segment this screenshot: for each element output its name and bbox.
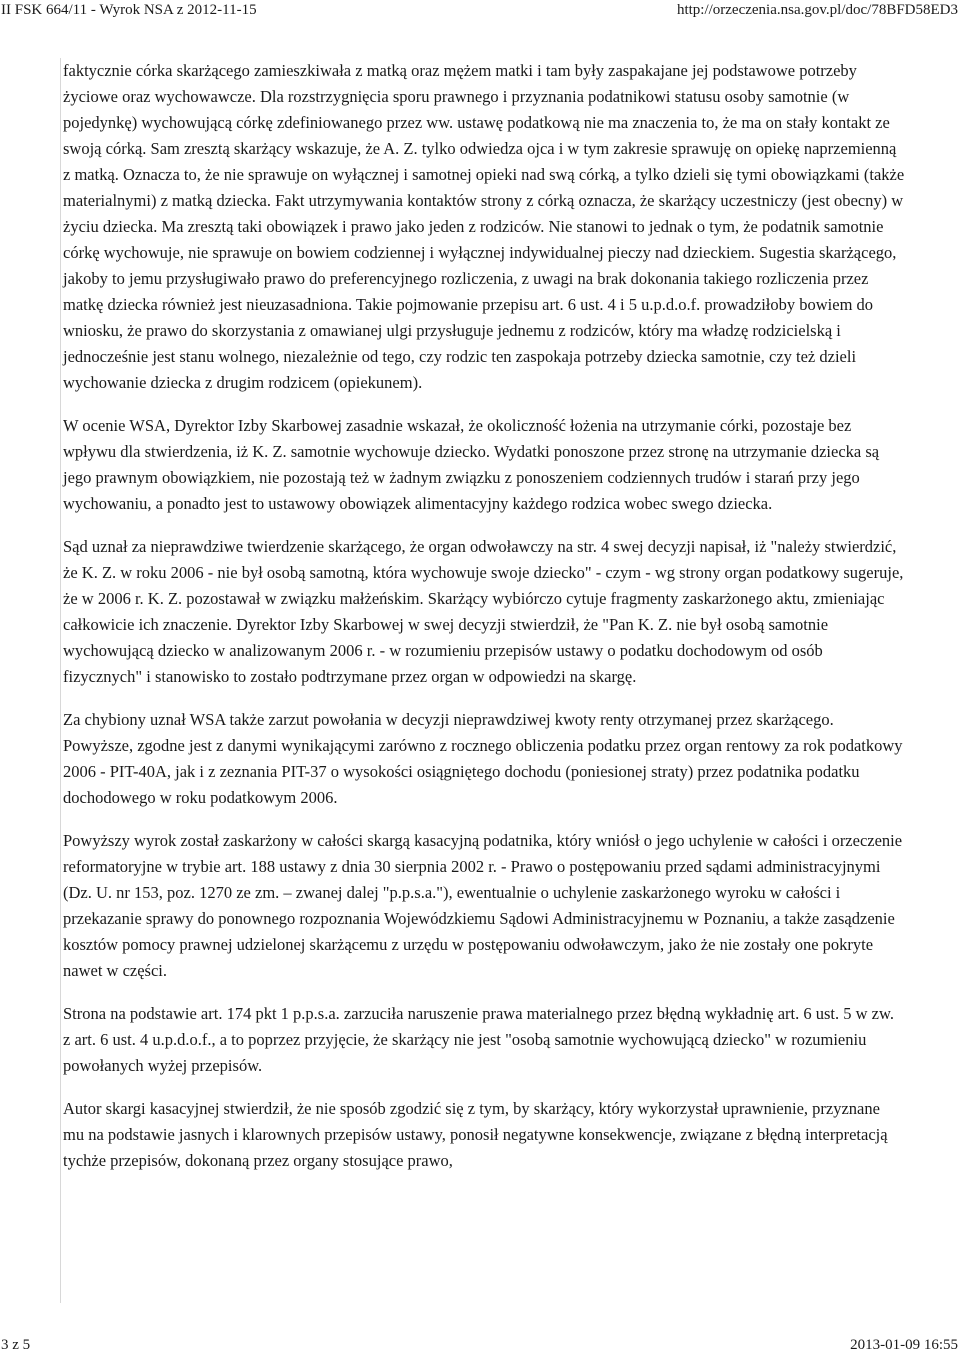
document-title: II FSK 664/11 - Wyrok NSA z 2012-11-15 bbox=[1, 2, 257, 18]
judgment-text bbox=[63, 58, 905, 1191]
paragraph: Strona na podstawie art. 174 pkt 1 p.p.s.a. zarzuciła naruszenie prawa materialnego przez błędną wykładnię art. 6 ust. 5 w zw. z art. 6 ust. 4 u.p.d.o.f., a to poprzez przyjęcie, że skarżący nie jest "osobą samotnie wychowującą dziecko" w rozumieniu powołanych wyżej przepisów. bbox=[63, 1004, 894, 1075]
page-indicator: 3 z 5 bbox=[1, 1337, 31, 1353]
paragraph: Powyższy wyrok został zaskarżony w całości skargą kasacyjną podatnika, który wniósł o jego uchylenie w całości i orzeczenie reformatoryjne w trybie art. 188 ustawy z dnia 30 sierpnia 2002 r. - Prawo o postępowaniu przed sądami administracyjnymi (Dz. U. nr 153, poz. 1270 ze zm. – zwanej dalej "p.p.s.a."), ewentualnie o uchylenie zaskarżonego wyroku w całości i przekazanie sprawy do ponownego rozpoznania Wojewódzkiemu Sądowi Administracyjnemu w Poznaniu, a także zasądzenie kosztów pomocy prawnej udzielonej skarżącemu z urzędu w postępowaniu odwoławczym, jako że nie zostały one pokryte nawet w części. bbox=[63, 831, 903, 980]
document-url: http://orzeczenia.nsa.gov.pl/doc/78BFD58ED3 bbox=[676, 2, 958, 18]
print-timestamp: 2013-01-09 16:55 bbox=[850, 1337, 958, 1353]
paragraph: Sąd uznał za nieprawdziwe twierdzenie skarżącego, że organ odwoławczy na str. 4 swej decyzji napisał, iż "należy stwierdzić, że K. Z. w roku 2006 - nie był osobą samotną, która wychowuje swoje dziecko" - czym - wg strony organ podatkowy sugeruje, że w 2006 r. K. Z. pozostawał w związku małżeńskim. Skarżący wybiórczo cytuje fragmenty zaskarżonego aktu, zmieniając całkowicie ich znaczenie. Dyrektor Izby Skarbowej w swej decyzji stwierdził, że "Pan K. Z. nie był osobą samotnie wychowującą dziecko w analizowanym 2006 r. - w rozumieniu przepisów ustawy o podatku dochodowym od osób fizycznych" i stanowisko to zostało podtrzymane przez organ w odpowiedzi na skargę. bbox=[63, 537, 904, 686]
paragraph: Za chybiony uznał WSA także zarzut powołania w decyzji nieprawdziwej kwoty renty otrzymanej przez skarżącego. Powyższe, zgodne jest z danymi wynikającymi zarówno z rocznego obliczenia podatku przez organ rentowy za rok podatkowy 2006 - PIT-40A, jak i z zeznania PIT-37 o wysokości osiągniętego dochodu (poniesionej straty) przez podatnika podatku dochodowego w roku podatkowym 2006. bbox=[63, 710, 903, 807]
paragraph: W ocenie WSA, Dyrektor Izby Skarbowej zasadnie wskazał, że okoliczność łożenia na utrzymanie córki, pozostaje bez wpływu dla stwierdzenia, iż K. Z. samotnie wychowuje dziecko. Wydatki ponoszone przez stronę na utrzymanie dziecka są jego prawnym obowiązkiem, nie pozostają też w żadnym związku z ponoszeniem codziennych trudów i starań przy jego wychowaniu, a ponadto jest to ustawowy obowiązek alimentacyjny każdego rodzica wobec swego dziecka. bbox=[63, 416, 880, 513]
paragraph: Autor skargi kasacyjnej stwierdził, że nie sposób zgodzić się z tym, by skarżący, który wykorzystał uprawnienie, przyznane mu na podstawie jasnych i klarownych przepisów ustawy, ponosił negatywne konsekwencje, związane z błędną interpretacją tychże przepisów, dokonaną przez organy stosujące prawo, bbox=[63, 1099, 888, 1170]
print-header bbox=[0, 0, 960, 22]
paragraph: faktycznie córka skarżącego zamieszkiwała z matką oraz mężem matki i tam były zaspakajane jej podstawowe potrzeby życiowe oraz wychowawcze. Dla rozstrzygnięcia sporu prawnego i przyznania podatnikowi statusu osoby samotnie (w pojedynkę) wychowującą córkę zdefiniowanego przez ww. ustawę podatkową nie ma znaczenia to, że ma on stały kontakt ze swoją córką. Sam zresztą skarżący wskazuje, że A. Z. tylko odwiedza ojca i w tym zakresie sprawuję on opiekę naprzemienną z matką. Oznacza to, że nie sprawuje on wyłącznej i samotnej opieki nad swą córką, a tylko dzieli się tymi obowiązkami (także materialnymi) z matką dziecka. Fakt utrzymywania kontaktów strony z córką oznacza, że skarżący uczestniczy (jest obecny) w życiu dziecka. Ma zresztą taki obowiązek i prawo jako jeden z rodziców. Nie stanowi to jednak o tym, że podatnik samotnie córkę wychowuje, nie sprawuje on bowiem codziennej i wyłącznej indywidualnej pieczy nad dzieckiem. Sugestia skarżącego, jakoby to jemu przysługiwało prawo do preferencyjnego rozliczenia, z uwagi na brak dokonania takiego rozliczenia przez matkę dziecka również jest nieuzasadniona. Takie pojmowanie przepisu art. 6 ust. 4 i 5 u.p.d.o.f. prowadziłoby bowiem do wniosku, że prawo do skorzystania z omawianej ulgi przysługuje jednemu z rodziców, który ma władzę rodzicielską i jednocześnie jest stanu wolnego, niezależnie od tego, czy rodzic ten zaspokaja potrzeby dziecka samotnie, czy też dzieli wychowanie dziecka z drugim rodzicem (opiekunem). bbox=[63, 61, 905, 392]
print-footer bbox=[0, 1336, 960, 1356]
